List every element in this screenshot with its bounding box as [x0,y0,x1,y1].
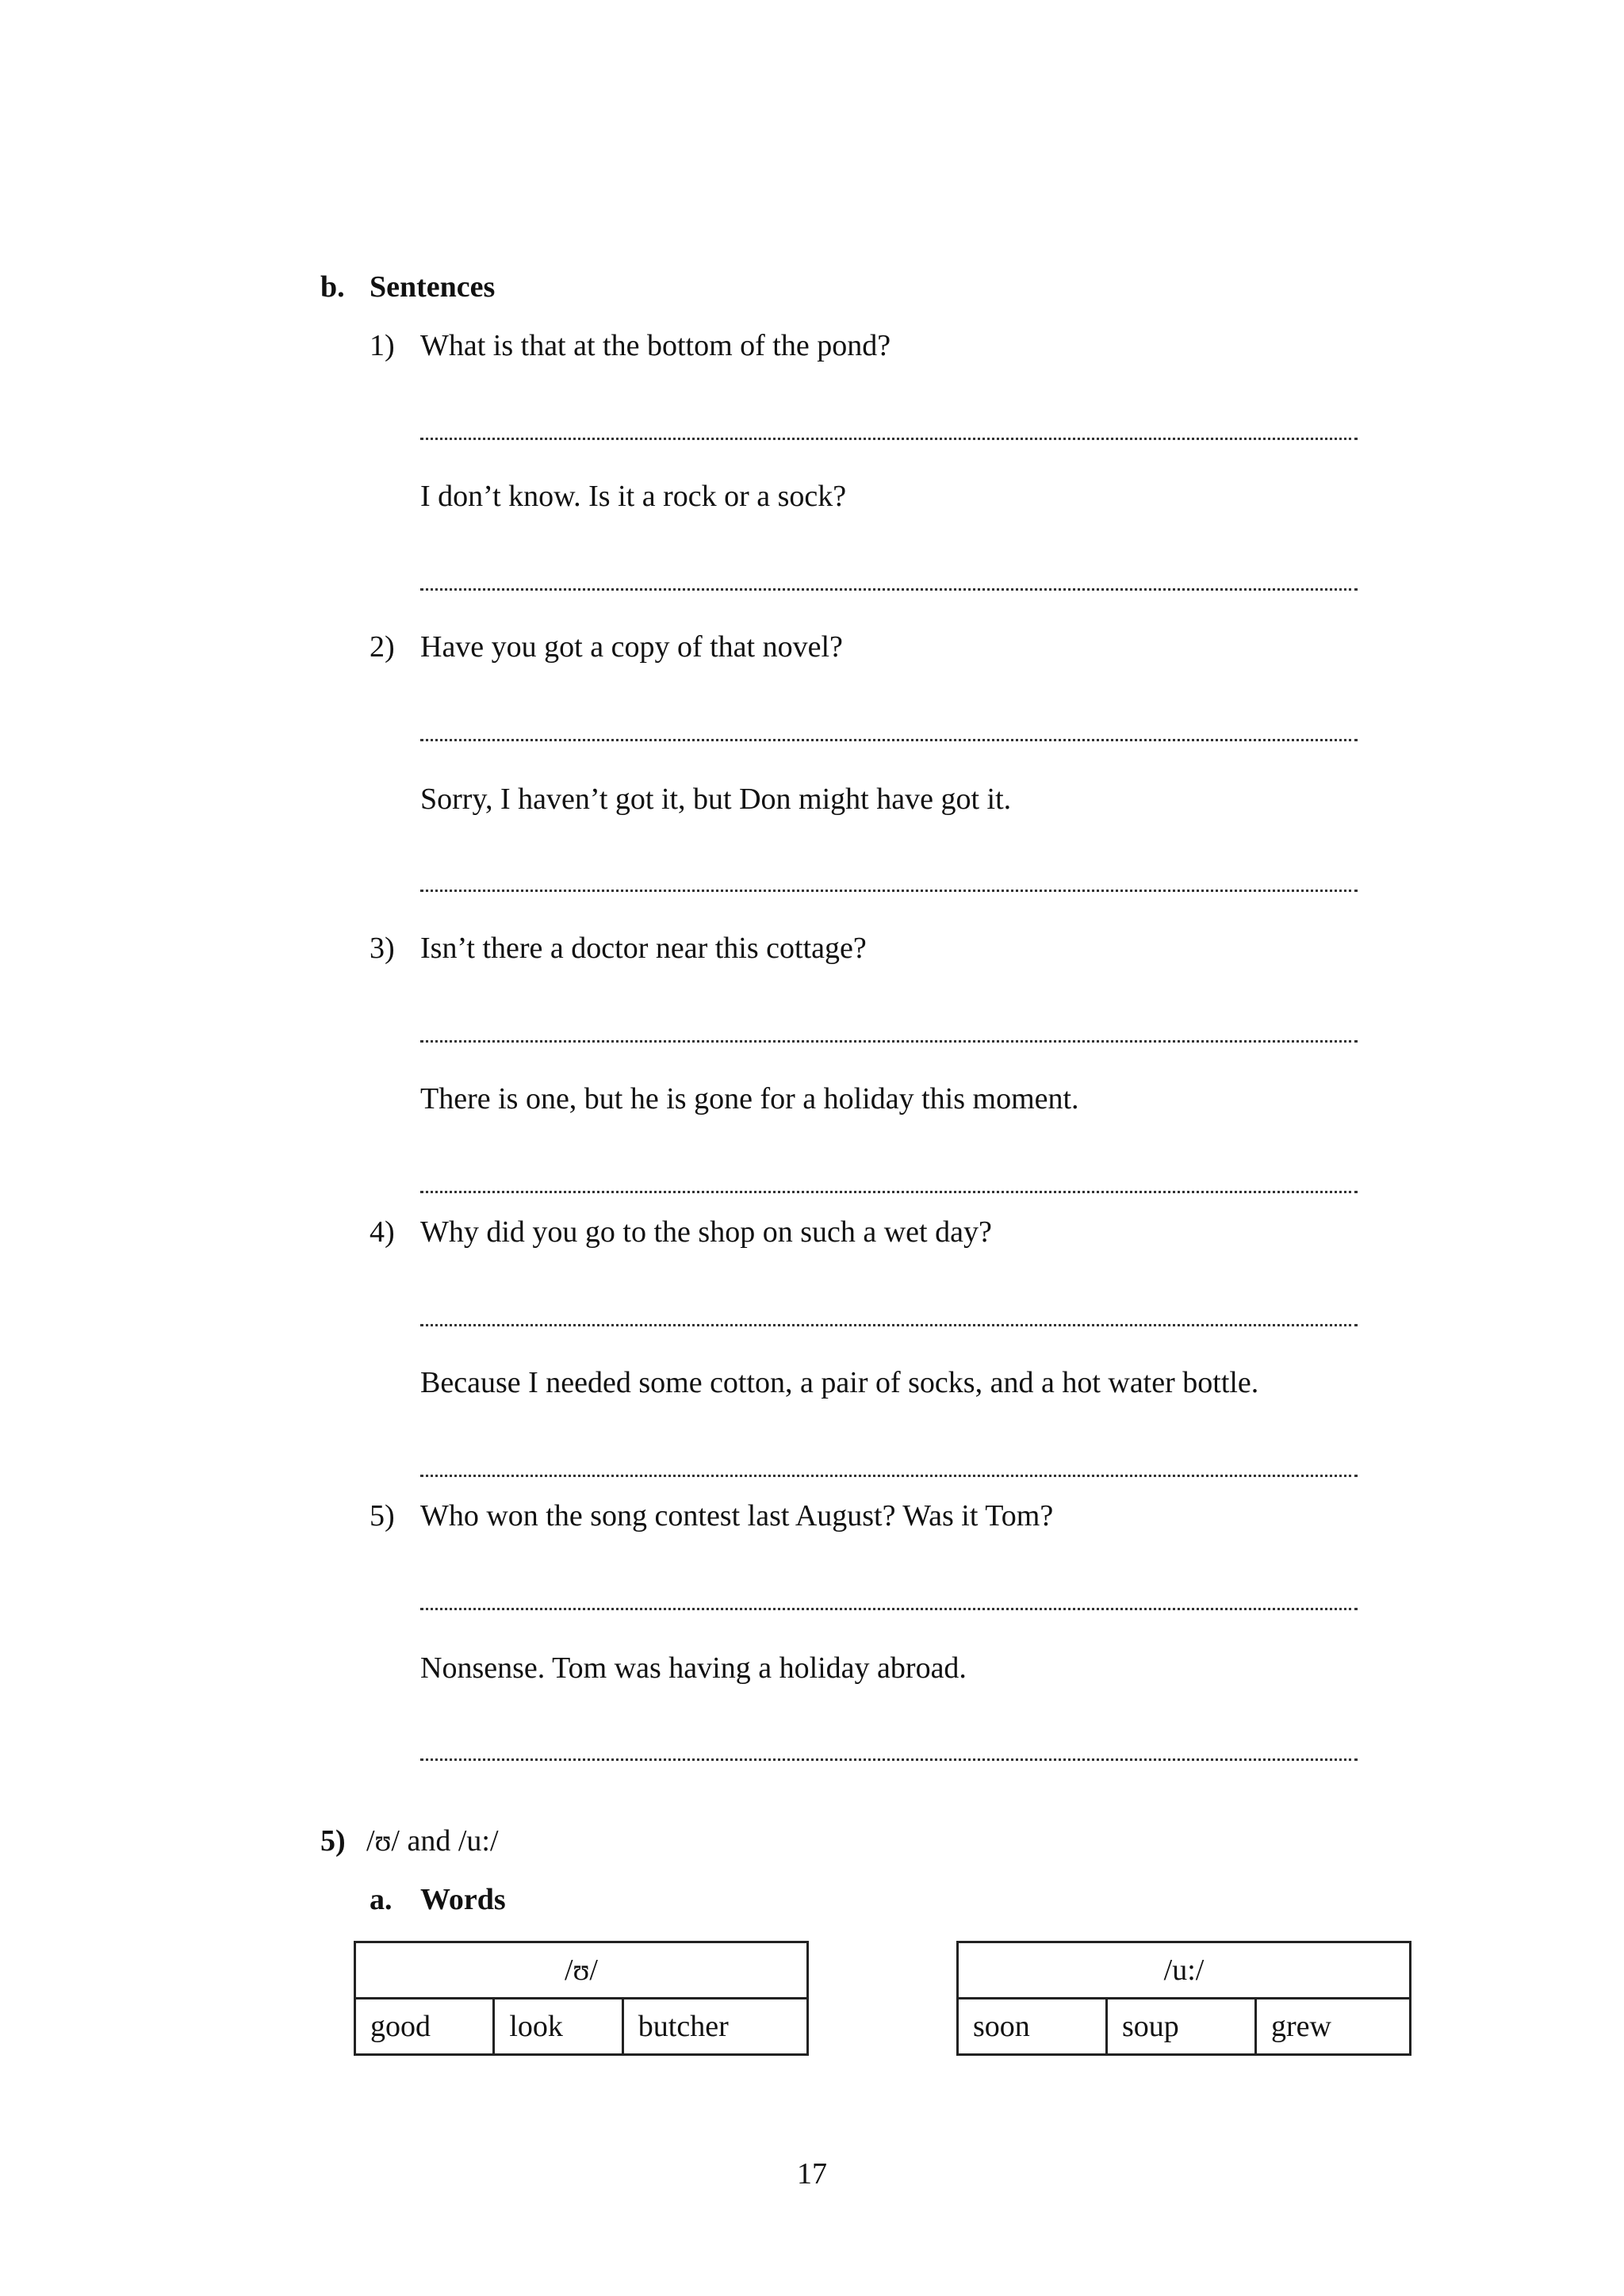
item-5-question: Who won the song contest last August? Was it Tom? [420,1499,1054,1533]
section-b-label: b. [320,270,345,304]
table-header: /u:/ [958,1942,1411,1999]
item-1-question: What is that at the bottom of the pond? [420,329,891,362]
item-4-response: Because I needed some cotton, a pair of socks, and a hot water bottle. [420,1366,1259,1399]
table-cell: good [355,1999,494,2055]
item-3-number: 3) [370,932,395,965]
section-5-title: /ʊ/ and /u:/ [366,1824,499,1858]
section-5-number: 5) [320,1824,346,1858]
answer-line [420,438,1358,440]
answer-line [420,588,1358,591]
answer-line [420,890,1358,892]
item-4-question: Why did you go to the shop on such a wet day? [420,1215,992,1249]
table-header: /ʊ/ [355,1942,808,1999]
answer-line [420,1191,1358,1193]
answer-line [420,1324,1358,1326]
item-1-number: 1) [370,329,395,362]
table-cell: soon [958,1999,1107,2055]
item-4-number: 4) [370,1215,395,1249]
answer-line [420,739,1358,741]
item-2-response: Sorry, I haven’t got it, but Don might have got it. [420,783,1012,816]
subsection-a-label: a. [370,1883,393,1916]
item-2-question: Have you got a copy of that novel? [420,630,843,664]
item-5-response: Nonsense. Tom was having a holiday abroad. [420,1651,967,1685]
table-cell: butcher [622,1999,807,2055]
answer-line [420,1608,1358,1610]
table-cell: look [494,1999,622,2055]
page-number: 17 [797,2157,827,2191]
item-3-response: There is one, but he is gone for a holiday this moment. [420,1082,1079,1115]
words-table-short-u [354,1941,809,2056]
table-cell: grew [1255,1999,1410,2055]
item-1-response: I don’t know. Is it a rock or a sock? [420,480,847,513]
answer-line [420,1040,1358,1043]
item-3-question: Isn’t there a doctor near this cottage? [420,932,867,965]
subsection-a-heading: Words [420,1883,506,1916]
words-table-long-u [956,1941,1411,2056]
answer-line [420,1758,1358,1761]
item-5-number: 5) [370,1499,395,1533]
item-2-number: 2) [370,630,395,664]
table-cell: soup [1106,1999,1255,2055]
answer-line [420,1475,1358,1477]
section-b-heading: Sentences [370,270,496,304]
